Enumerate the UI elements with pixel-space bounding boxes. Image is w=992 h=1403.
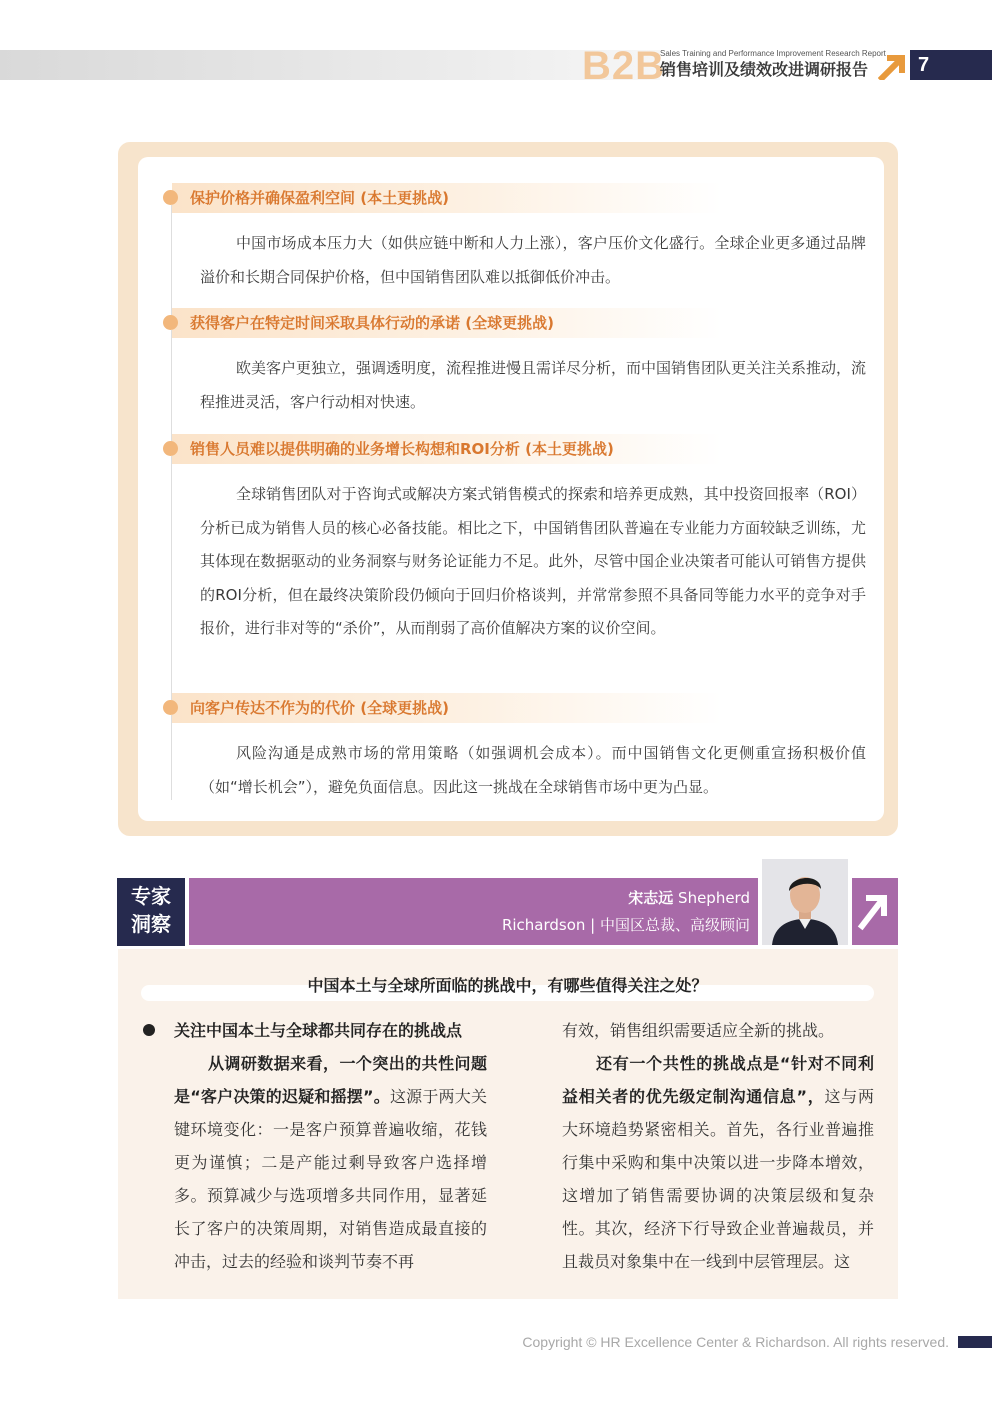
expert-label-line: 洞察 [131, 912, 171, 936]
arrow-up-right-icon [878, 50, 910, 80]
expert-question: 中国本土与全球所面临的挑战中，有哪些值得关注之处？ [307, 976, 708, 995]
expert-paragraph [174, 1047, 487, 1278]
expert-text: 这源于两大关键环境变化：一是客户预算普遍收缩，花钱更为谨慎；二是产能过剩导致客户选择增多。预算减少与选项增多共同作用，显著延长了客户的决策周期，对销售造成最直接的冲击，过去的经验和谈判节奏不再 [174, 1087, 487, 1271]
challenge-title: 保护价格并确保盈利空间 (本土更挑战) [190, 189, 449, 207]
challenge-title: 获得客户在特定时间采取具体行动的承诺 (全球更挑战) [190, 314, 554, 332]
bullet-dot-icon [163, 315, 178, 330]
timeline-line [171, 330, 172, 448]
bullet-dot-icon [143, 1024, 155, 1036]
expert-highlight: 还有一个共性的挑战点是“针对不同利益相关者的优先级定制沟通信息”， [562, 1054, 874, 1106]
expert-subhead: 关注中国本土与全球都共同存在的挑战点 [174, 1021, 463, 1040]
bullet-dot-icon [163, 441, 178, 456]
page-number: 7 [918, 54, 930, 76]
challenge-body: 欧美客户更独立，强调透明度，流程推进慢且需详尽分析，而中国销售团队更关注关系推动，流程推进灵活，客户行动相对快速。 [200, 359, 867, 411]
expert-label-line: 专家 [131, 884, 171, 908]
expert-portrait-icon [762, 859, 848, 945]
challenge-body: 中国市场成本压力大（如供应链中断和人力上涨），客户压价文化盛行。全球企业更多通过品牌溢价和长期合同保护价格，但中国销售团队难以抵御低价冲击。 [200, 234, 866, 286]
header-subtitle-en: Sales Training and Performance Improvement Research Report [660, 49, 886, 58]
challenge-title: 销售人员难以提供明确的业务增长构想和ROI分析 (本土更挑战) [190, 440, 614, 458]
expert-highlight: 从调研数据来看，一个突出的共性问题是“客户决策的迟疑和摇摆”。 [174, 1054, 487, 1106]
expert-label [117, 882, 185, 938]
expert-text: 这与两大环境趋势紧密相关。首先，各行业普遍推行集中采购和集中决策以进一步降本增效，这增加了销售需要协调的决策层级和复杂性。其次，经济下行导致企业普遍裁员，并且裁员对象集中在一线到中层管理层。这 [562, 1087, 874, 1271]
expert-paragraph: 有效，销售组织需要适应全新的挑战。 [562, 1021, 835, 1040]
arrow-up-right-icon [852, 878, 898, 945]
header-band [0, 50, 660, 80]
challenge-title: 向客户传达不作为的代价 (全球更挑战) [190, 699, 449, 717]
expert-name-cn: 宋志远 [628, 889, 674, 907]
bullet-dot-icon [163, 190, 178, 205]
bullet-dot-icon [163, 700, 178, 715]
footer-accent-bar [958, 1336, 992, 1348]
header-report-title: 销售培训及绩效改进调研报告 [660, 60, 869, 79]
expert-name-en: Shepherd [678, 889, 750, 907]
expert-name [628, 887, 750, 909]
timeline-line [171, 456, 172, 700]
expert-right-column [562, 1014, 874, 1278]
copyright: Copyright © HR Excellence Center & Richardson. All rights reserved. [522, 1334, 949, 1350]
challenge-body: 全球销售团队对于咨询式或解决方案式销售模式的探索和培养更成熟，其中投资回报率（ROI）分析已成为销售人员的核心必备技能。相比之下，中国销售团队普遍在专业能力方面较缺乏训练，尤其体现在数据驱动的业务洞察与财务论证能力不足。此外，尽管中国企业决策者可能认可销售方提供的ROI分析，但在最终决策阶段仍倾向于回归价格谈判，并常常参照不具备同等能力水平的竞争对手报价，进行非对等的“杀价”，从而削弱了高价值解决方案的议价空间。 [200, 485, 866, 637]
challenge-body: 风险沟通是成熟市场的常用策略（如强调机会成本）。而中国销售文化更侧重宣扬积极价值（如“增长机会”），避免负面信息。因此这一挑战在全球销售市场中更为凸显。 [200, 744, 866, 796]
expert-role: Richardson | 中国区总裁、高级顾问 [501, 916, 750, 934]
expert-left-column [174, 1014, 487, 1278]
timeline-line [171, 205, 172, 322]
header-logo-b2b: B2B [582, 44, 666, 88]
expert-paragraph [562, 1047, 874, 1278]
timeline-line [171, 715, 172, 800]
expert-arrow-box [852, 878, 898, 945]
